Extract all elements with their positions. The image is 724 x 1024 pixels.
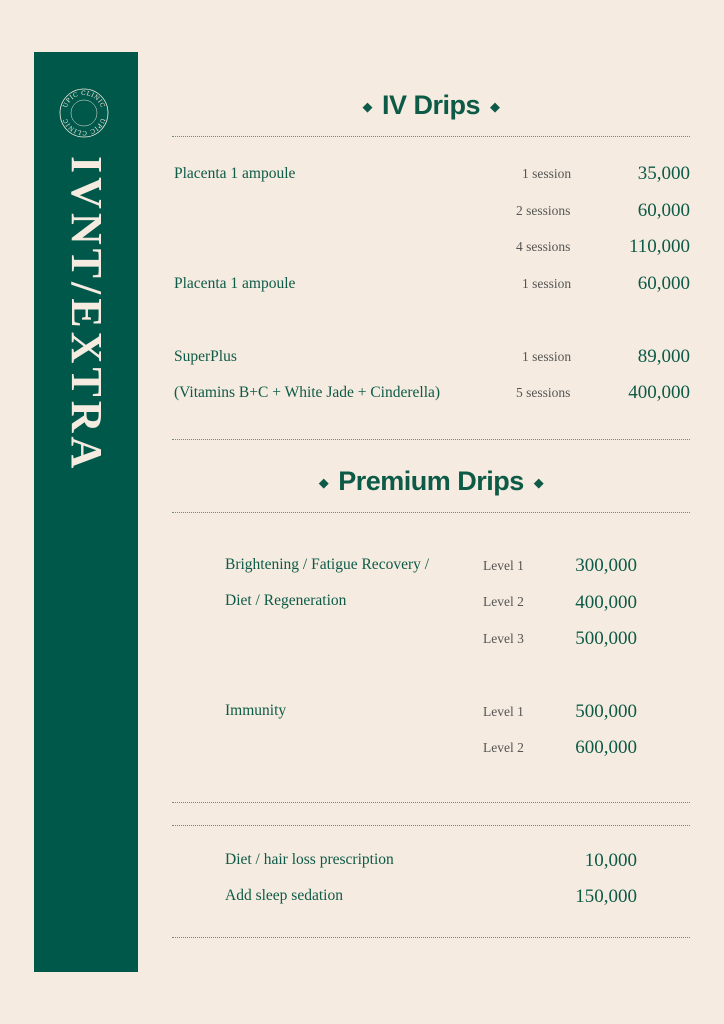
- price: 400,000: [628, 382, 690, 403]
- item-name: Diet / hair loss prescription: [225, 851, 394, 868]
- price: 35,000: [637, 163, 690, 184]
- divider: [172, 136, 690, 137]
- divider: [172, 802, 690, 803]
- item-name: Brightening / Fatigue Recovery /: [225, 556, 430, 573]
- divider: [172, 439, 690, 440]
- item-name: Placenta 1 ampoule: [174, 165, 296, 182]
- session-count: 1 session: [522, 349, 572, 364]
- item-name: SuperPlus: [174, 348, 237, 365]
- premium-drips-heading: ◆ Premium Drips ◆: [318, 466, 544, 496]
- price: 500,000: [575, 701, 637, 722]
- diamond-icon: ◆: [318, 474, 329, 490]
- session-count: 5 sessions: [516, 385, 571, 400]
- diamond-icon: ◆: [490, 98, 500, 114]
- item-name: Diet / Regeneration: [225, 592, 347, 609]
- svg-text:UPIC CLINIC: UPIC CLINIC: [61, 116, 107, 137]
- price: 60,000: [637, 200, 690, 221]
- price: 150,000: [575, 886, 637, 907]
- divider: [172, 937, 690, 938]
- level-label: Level 2: [483, 594, 524, 609]
- level-label: Level 1: [483, 704, 524, 719]
- item-name: Immunity: [225, 702, 287, 719]
- session-count: 1 session: [522, 276, 572, 291]
- item-description: (Vitamins B+C + White Jade + Cinderella): [174, 384, 441, 401]
- level-label: Level 3: [483, 631, 524, 646]
- price: 400,000: [575, 592, 637, 613]
- price: 600,000: [575, 737, 637, 758]
- session-count: 4 sessions: [516, 239, 571, 254]
- diamond-icon: ◆: [533, 474, 544, 490]
- divider: [172, 512, 690, 513]
- price: 89,000: [637, 346, 690, 367]
- price: 60,000: [637, 273, 690, 294]
- level-label: Level 1: [483, 558, 524, 573]
- item-name: Add sleep sedation: [225, 887, 343, 904]
- diamond-icon: ◆: [362, 98, 372, 114]
- price: 10,000: [584, 850, 637, 871]
- session-count: 2 sessions: [516, 203, 571, 218]
- sidebar-title: IVNT/EXTRA: [62, 156, 111, 473]
- clinic-seal-logo: [58, 87, 110, 139]
- price: 500,000: [575, 628, 637, 649]
- session-count: 1 session: [522, 166, 572, 181]
- divider: [172, 825, 690, 826]
- svg-text:UPIC CLINIC: UPIC CLINIC: [61, 89, 107, 110]
- price: 300,000: [575, 555, 637, 576]
- iv-drips-heading: ◆ IV Drips ◆: [362, 90, 500, 120]
- price: 110,000: [628, 236, 690, 257]
- level-label: Level 2: [483, 740, 524, 755]
- item-name: Placenta 1 ampoule: [174, 275, 296, 292]
